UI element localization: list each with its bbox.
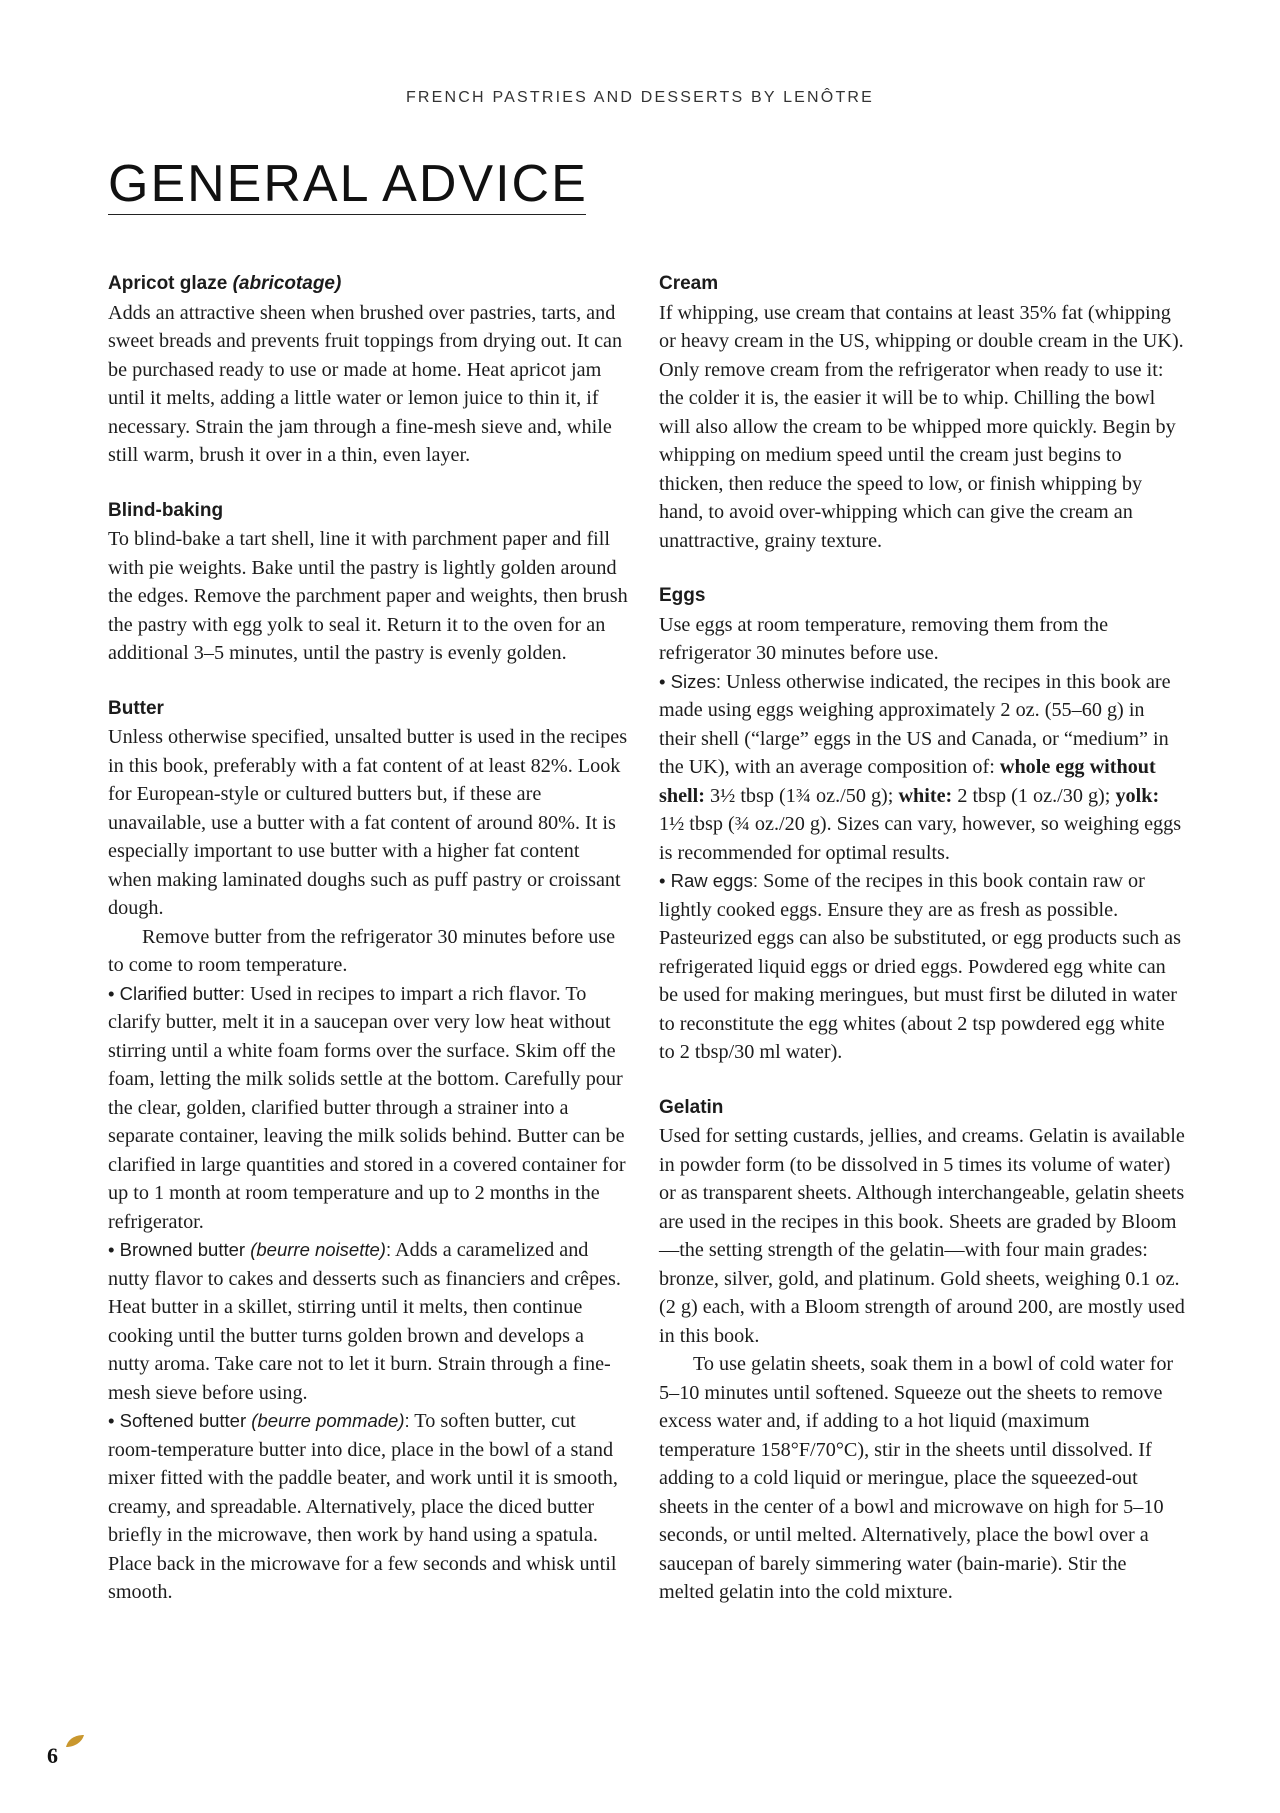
section-body: To use gelatin sheets, soak them in a bowl of cold water for 5–10 minutes until softened. Squeeze out the sheets to remove excess water and, if adding to a hot liquid (maximum temperature 158°F/70°C), stir in the sheets until dissolved. If adding to a cold liquid or meringue, place the squeezed-out sheets in the center of a bowl and microwave on high for 5–10 seconds, or until melted. Alternatively, place the bowl over a saucepan of barely simmering water (bain-marie). Stir the melted gelatin into the cold mixture. (659, 1353, 1174, 1603)
section-eggs (659, 582, 1185, 1067)
right-column (659, 270, 1185, 1634)
bullet-softened-butter: • Softened butter (beurre pommade): To soften butter, cut room-temperature butter into dice, place in the bowl of a stand mixer fitted with the paddle beater, and work until it is smooth, creamy, and spreadable. Alternatively, place the diced butter briefly in the microwave, then work by hand using a spatula. Place back in the microwave for a few seconds and whisk until smooth. (108, 1410, 618, 1603)
bullet-raw-eggs: • Raw eggs: Some of the recipes in this book contain raw or lightly cooked eggs. Ensure they are as fresh as possible. Pasteurized eggs can also be substituted, or egg products such as refrigerated liquid eggs or dried eggs. Powdered egg white can be used for making meringues, but must first be diluted in water to reconstitute the egg whites (about 2 tsp powdered egg white to 2 tbsp/30 ml water). (659, 870, 1181, 1063)
page-title: GENERAL ADVICE (108, 155, 588, 213)
bullet-browned-butter: • Browned butter (beurre noisette): Adds a caramelized and nutty flavor to cakes and desserts such as financiers and crêpes. Heat butter in a skillet, stirring until it melts, then continue cooking until the butter turns golden brown and develops a nutty aroma. Take care not to let it burn. Strain through a fine-mesh sieve before using. (108, 1239, 621, 1404)
section-body: Use eggs at room temperature, removing them from the refrigerator 30 minutes before use. (659, 613, 1109, 664)
section-body: Remove butter from the refrigerator 30 minutes before use to come to room temperature. (108, 925, 616, 976)
section-body: Adds an attractive sheen when brushed over pastries, tarts, and sweet breads and prevents fruit toppings from drying out. It can be purchased ready to use or made at home. Heat apricot jam until it melts, adding a little water or lemon juice to thin it, if necessary. Strain the jam through a fine-mesh sieve and, while still warm, brush it over in a thin, even layer. (108, 301, 623, 466)
left-column (108, 270, 628, 1634)
leaf-icon (65, 1734, 85, 1748)
section-heading: Cream (659, 273, 719, 294)
section-cream (659, 270, 1185, 555)
section-blind-baking (108, 497, 628, 668)
section-heading: Blind-baking (108, 499, 224, 521)
section-gelatin (659, 1094, 1185, 1607)
section-body: Used for setting custards, jellies, and creams. Gelatin is available in powder form (to be dissolved in 5 times its volume of water) or as transparent sheets. Although interchangeable, gelatin sheets are used in the recipes in this book. Sheets are graded by Bloom—the setting strength of the gelatin—with four main grades: bronze, silver, gold, and platinum. Gold sheets, weighing 0.1 oz. (2 g) each, with a Bloom strength of around 200, are mostly used in this book. (659, 1125, 1185, 1347)
title-underline (108, 214, 586, 215)
section-apricot-glaze (108, 270, 628, 470)
section-butter (108, 695, 628, 1607)
section-body: If whipping, use cream that contains at least 35% fat (whipping or heavy cream in the US, whipping or double cream in the UK). Only remove cream from the refrigerator when ready to use it: the colder it is, the easier it will be to whip. Chilling the bowl will also allow the cream to be whipped more quickly. Begin by whipping on medium speed until the cream just begins to thicken, then reduce the speed to low, or finish whipping by hand, to avoid over-whipping which can give the cream an unattractive, grainy texture. (659, 301, 1184, 552)
bullet-clarified-butter: • Clarified butter: Used in recipes to impart a rich flavor. To clarify butter, melt it in a saucepan over very low heat without stirring until a white foam forms over the surface. Skim off the foam, letting the milk solids settle at the bottom. Carefully pour the clear, golden, clarified butter through a strainer into a separate container, leaving the milk solids behind. Butter can be clarified in large quantities and stored in a covered container for up to 1 month at room temperature and up to 2 months in the refrigerator. (108, 982, 626, 1233)
page-number: 6 (47, 1743, 58, 1768)
section-heading: Gelatin (659, 1096, 724, 1118)
section-heading: Eggs (659, 585, 706, 606)
bullet-egg-sizes: • Sizes: Unless otherwise indicated, the recipes in this book are made using eggs weighing approximately 2 oz. (55–60 g) in their shell (“large” eggs in the US and Canada, or “medium” in the UK), with an average composition of: whole egg without shell: 3½ tbsp (1¾ oz./50 g); white: 2 tbsp (1 oz./30 g); yolk: 1½ tbsp (¾ oz./20 g). Sizes can vary, however, so weighing eggs is recommended for optimal results. (659, 670, 1182, 864)
section-body: Unless otherwise specified, unsalted butter is used in the recipes in this book, preferably with a fat content of at least 82%. Look for European-style or cultured butters but, if these are unavailable, use a butter with a fat content of around 80%. It is especially important to use butter with a higher fat content when making laminated doughs such as puff pastry or croissant dough. (108, 726, 628, 919)
section-heading: Apricot glaze (abricotage) (108, 273, 342, 294)
running-head: FRENCH PASTRIES AND DESSERTS BY LENÔTRE (405, 89, 875, 106)
section-body: To blind-bake a tart shell, line it with parchment paper and fill with pie weights. Bake until the pastry is lightly golden around the edges. Remove the parchment paper and weights, then brush the pastry with egg yolk to seal it. Return it to the oven for an additional 3–5 minutes, until the pastry is evenly golden. (108, 528, 628, 664)
section-heading: Butter (108, 697, 164, 719)
